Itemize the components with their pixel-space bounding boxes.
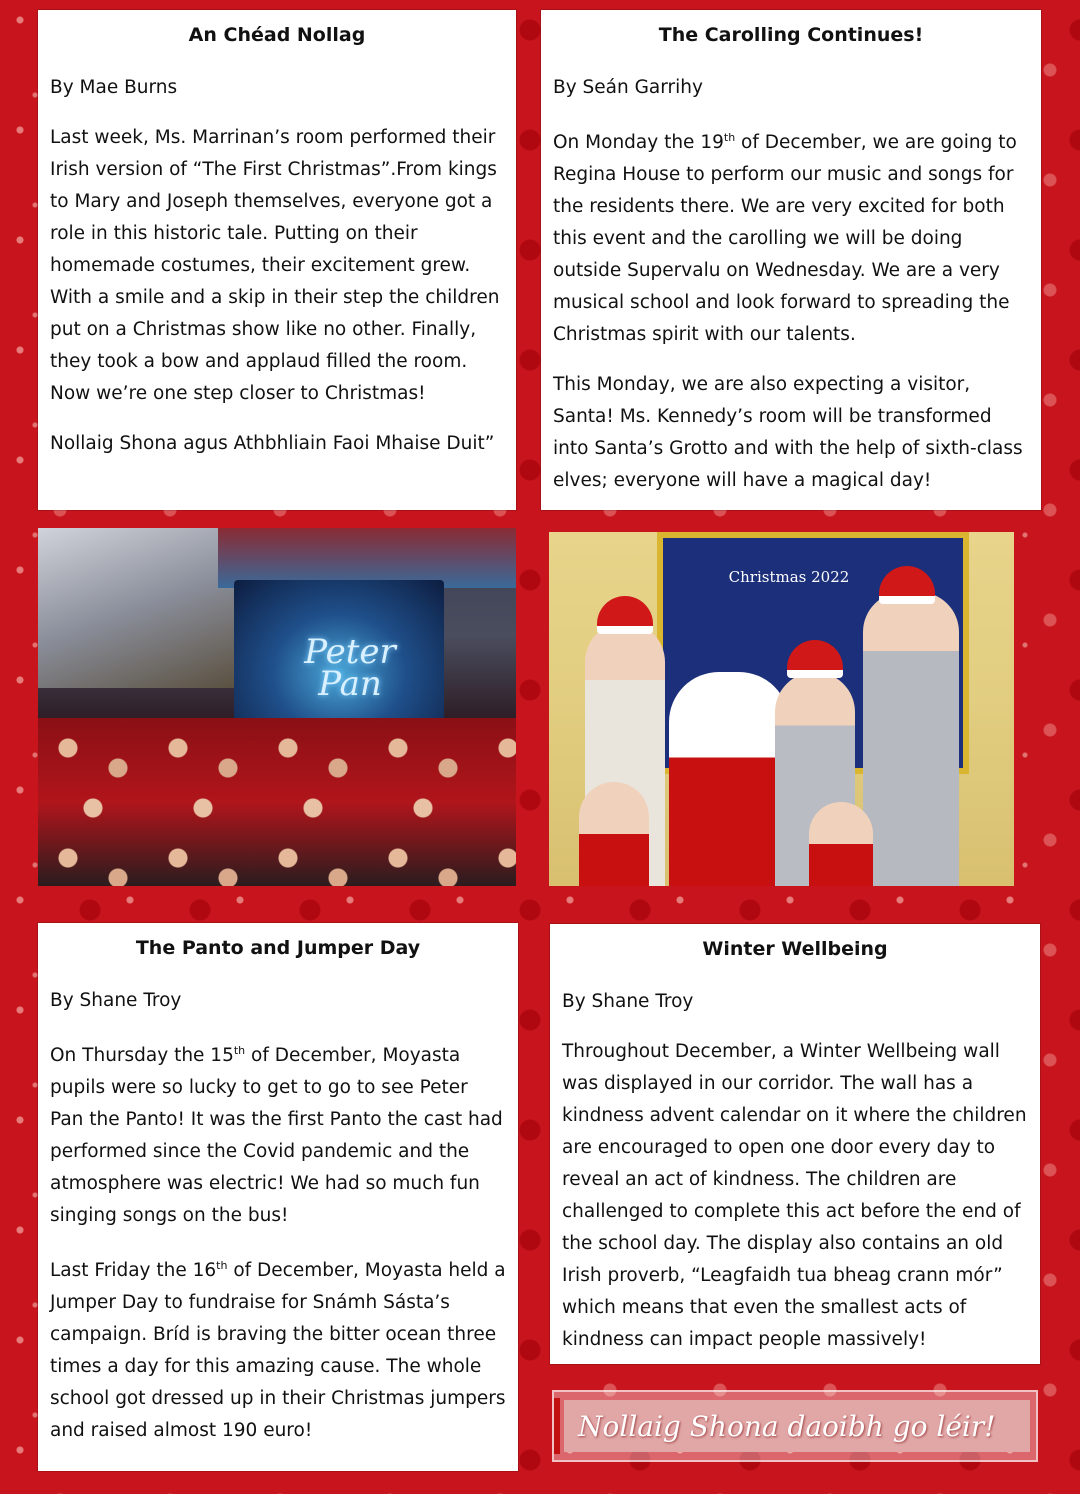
article-title: The Panto and Jumper Day: [135, 937, 421, 959]
article-byline: By Shane Troy: [50, 990, 182, 1011]
article-paragraph: [553, 122, 1029, 351]
child-figure: [579, 782, 649, 886]
santa-grotto-photo: [549, 532, 1014, 886]
article-paragraph: Throughout December, a Winter Wellbeing wall was displayed in our corridor. The wall has a kindness advent calendar on it where the children are encouraged to open one door every day to reveal an act of kindness. The children are challenged to complete this act before the end of the school day. The display also contains an old Irish proverb, “Leagfaidh tua bheag crann mór” which means that even the smallest acts of kindness can impact people massively!: [562, 1041, 1027, 1350]
banner-inner: [564, 1400, 1030, 1452]
article-carolling-continues: [541, 10, 1041, 510]
text-run: Last Friday the 16: [50, 1260, 217, 1282]
article-panto-jumper-day: [38, 923, 518, 1471]
article-paragraph: [50, 1035, 506, 1232]
theatre-balcony: [38, 528, 238, 688]
article-paragraph: [50, 1250, 506, 1447]
santa-hat-icon: [597, 596, 653, 634]
article-byline: By Seán Garrihy: [553, 77, 703, 98]
banner-text: Nollaig Shona daoibh go léir!: [578, 1409, 996, 1443]
article-byline: By Shane Troy: [562, 991, 694, 1012]
text-run: of December, Moyasta pupils were so lucky to get to go to see Peter Pan the Panto! It was the first Panto the cast had performed since the Covid pandemic and the atmosphere was electric! We had so much fun singing songs on the bus!: [50, 1045, 503, 1227]
board-title: Christmas 2022: [728, 568, 850, 586]
article-byline: By Mae Burns: [50, 77, 178, 98]
article-winter-wellbeing: [550, 924, 1040, 1364]
text-run: On Thursday the 15: [50, 1045, 234, 1067]
article-title: Winter Wellbeing: [702, 938, 888, 960]
stage-arch: [218, 528, 516, 588]
article-paragraph: Last week, Ms. Marrinan’s room performed their Irish version of “The First Christmas”.From kings to Mary and Joseph themselves, everyone got a role in this historic tale. Putting on their homemade costumes, their excitement grew. With a smile and a skip in their step the children put on a Christmas show like no other. Finally, they took a bow and applaud filled the room. Now we’re one step closer to Christmas!: [50, 127, 500, 404]
text-run: On Monday the 19: [553, 132, 724, 154]
ordinal-suffix: th: [216, 1259, 228, 1273]
child-figure: [809, 802, 873, 886]
santa-figure: [669, 672, 789, 886]
text-run: of December, we are going to Regina House to perform our music and songs for the residents there. We are very excited for both this event and the carolling we will be doing outside Supervalu on Wednesday. We are a very musical school and look forward to spreading the Christmas spirit with our talents.: [553, 132, 1017, 346]
article-an-chead-nollag: [38, 10, 516, 510]
article-paragraph: Nollaig Shona agus Athbhliain Faoi Mhaise Duit”: [50, 433, 495, 454]
audience-crowd: [38, 718, 516, 886]
child-figure: [863, 592, 959, 886]
article-title: An Chéad Nollag: [188, 24, 366, 46]
peter-pan-logo: Peter Pan: [304, 632, 396, 704]
greeting-banner: [552, 1390, 1038, 1462]
banner-accent-bar: [554, 1398, 560, 1454]
ordinal-suffix: th: [723, 131, 736, 144]
text-run: of December, Moyasta held a Jumper Day to fundraise for Snámh Sásta’s campaign. Bríd is braving the bitter ocean three times a day for this amazing cause. The whole school got dressed up in their Christmas jumpers and raised almost 190 euro!: [50, 1260, 506, 1442]
article-paragraph: This Monday, we are also expecting a visitor, Santa! Ms. Kennedy’s room will be transformed into Santa’s Grotto and with the help of sixth-class elves; everyone will have a magical day!: [553, 374, 1023, 492]
panto-theatre-photo: [38, 528, 516, 886]
ordinal-suffix: th: [233, 1044, 246, 1057]
article-title: The Carolling Continues!: [658, 24, 924, 46]
